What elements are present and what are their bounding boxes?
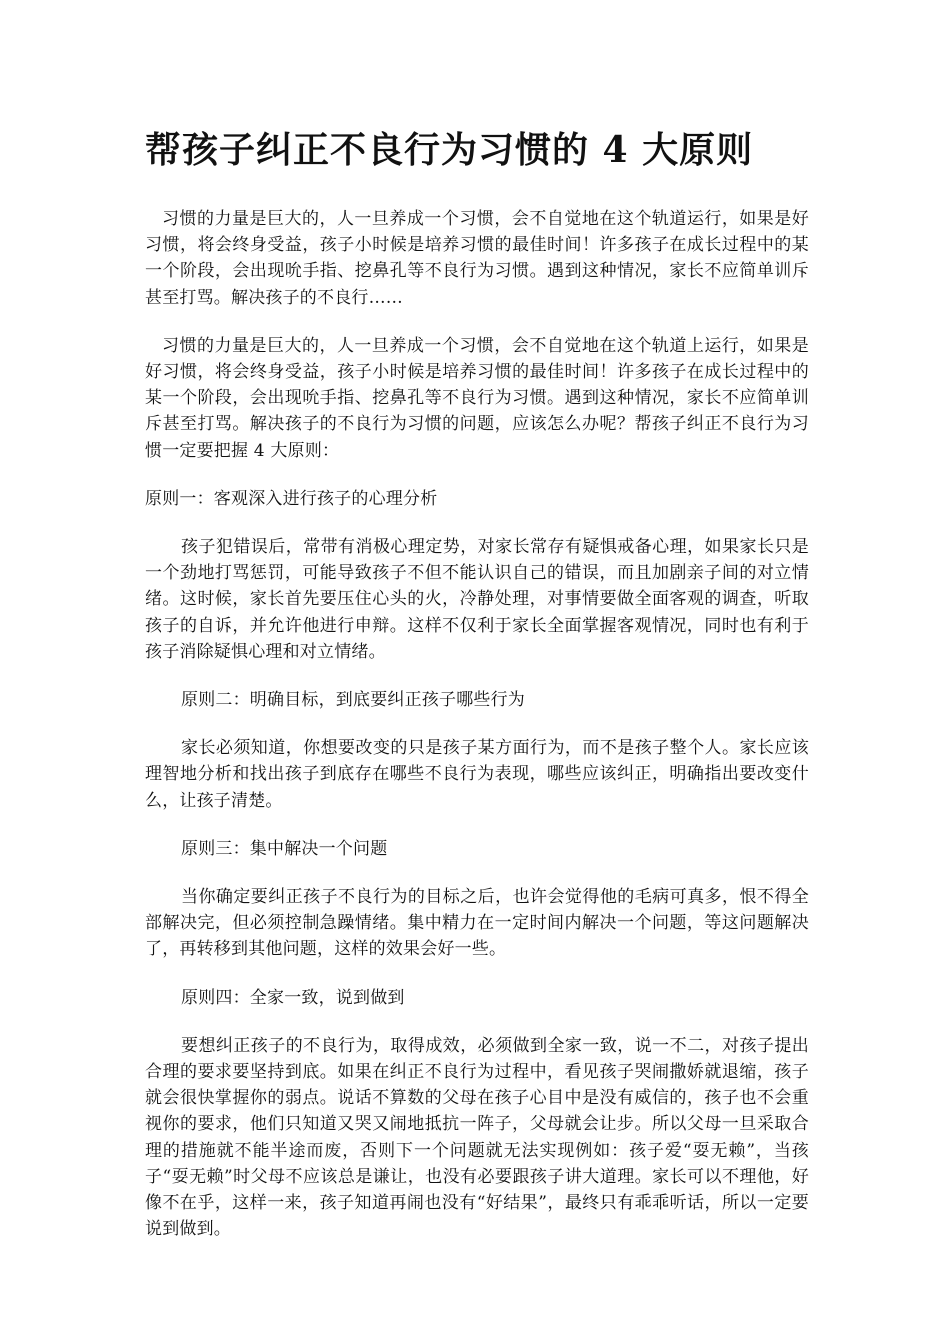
principle-four-body: 要想纠正孩子的不良行为，取得成效，必须做到全家一致，说一不二，对孩子提出合理的要求要坚持到底。如果在纠正不良行为过程中，看见孩子哭闹撒娇就退缩，孩子就会很快掌握你的弱点。说话不算数的父母在孩子心目中是没有威信的，孩子也不会重视你的要求，他们只知道又哭又闹地抵抗一阵子，父母就会让步。所以父母一旦采取合理的措施就不能半途而废，否则下一个问题就无法实现例如：孩子爱“耍无赖”，当孩子“耍无赖”时父母不应该总是谦让，也没有必要跟孩子讲大道理。家长可以不理他，好像不在乎，这样一来，孩子知道再闹也没有“好结果”，最终只有乖乖听话，所以一定要说到做到。 xyxy=(145,1035,809,1240)
paragraph-gap xyxy=(145,464,809,486)
principle-two-body: 家长必须知道，你想要改变的只是孩子某方面行为，而不是孩子整个人。家长应该理智地分析和找出孩子到底存在哪些不良行为表现，哪些应该纠正，明确指出要改变什么，让孩子清楚。 xyxy=(145,738,809,811)
paragraph-gap xyxy=(145,512,809,534)
paragraph-gap xyxy=(145,963,809,985)
principle-three-body: 当你确定要纠正孩子不良行为的目标之后，也许会觉得他的毛病可真多，恨不得全部解决完，但必须控制急躁情绪。集中精力在一定时间内解决一个问题，等这问题解决了，再转移到其他问题，这样的效果会好一些。 xyxy=(145,887,809,960)
paragraph-gap xyxy=(145,665,809,687)
paragraph-gap xyxy=(145,862,809,884)
principle-one-body: 孩子犯错误后，常带有消极心理定势，对家长常存有疑惧戒备心理，如果家长只是一个劲地打骂惩罚，可能导致孩子不但不能认识自己的错误，而且加剧亲子间的对立情绪。这时候，家长首先要压住心头的火，冷静处理，对事情要做全面客观的调查，听取孩子的自诉，并允许他进行申辩。这样不仅利于家长全面掌握客观情况，同时也有利于孩子消除疑惧心理和对立情绪。 xyxy=(145,537,809,662)
paragraph-gap xyxy=(145,814,809,836)
summary-paragraph: 习惯的力量是巨大的，人一旦养成一个习惯，会不自觉地在这个轨道运行，如果是好习惯，将会终身受益，孩子小时候是培养习惯的最佳时间！许多孩子在成长过程中的某一个阶段，会出现吮手指、挖鼻孔等不良行为习惯。遇到这种情况，家长不应简单训斥甚至打骂。解决孩子的不良行…… xyxy=(145,209,809,308)
article-title: 帮孩子纠正不良行为习惯的 4 大原则 xyxy=(145,129,754,171)
principle-two-heading: 原则二：明确目标，到底要纠正孩子哪些行为 xyxy=(181,690,525,711)
principle-one-heading: 原则一：客观深入进行孩子的心理分析 xyxy=(145,488,438,509)
paragraph-gap xyxy=(145,1011,809,1033)
principle-four-heading: 原则四：全家一致，说到做到 xyxy=(181,987,405,1008)
document-page xyxy=(145,118,809,1243)
intro-paragraph: 习惯的力量是巨大的，人一旦养成一个习惯，会不自觉地在这个轨道上运行，如果是好习惯，将会终身受益，孩子小时候是培养习惯的最佳时间！许多孩子在成长过程中的某一个阶段，会出现吮手指、挖鼻孔等不良行为习惯。遇到这种情况，家长不应简单训斥甚至打骂。解决孩子的不良行为习惯的问题，应该怎么办呢？帮孩子纠正不良行为习惯一定要把握 4 大原则： xyxy=(145,335,809,461)
paragraph-gap xyxy=(145,311,809,333)
paragraph-gap xyxy=(145,713,809,735)
principle-three-heading: 原则三：集中解决一个问题 xyxy=(181,838,388,859)
